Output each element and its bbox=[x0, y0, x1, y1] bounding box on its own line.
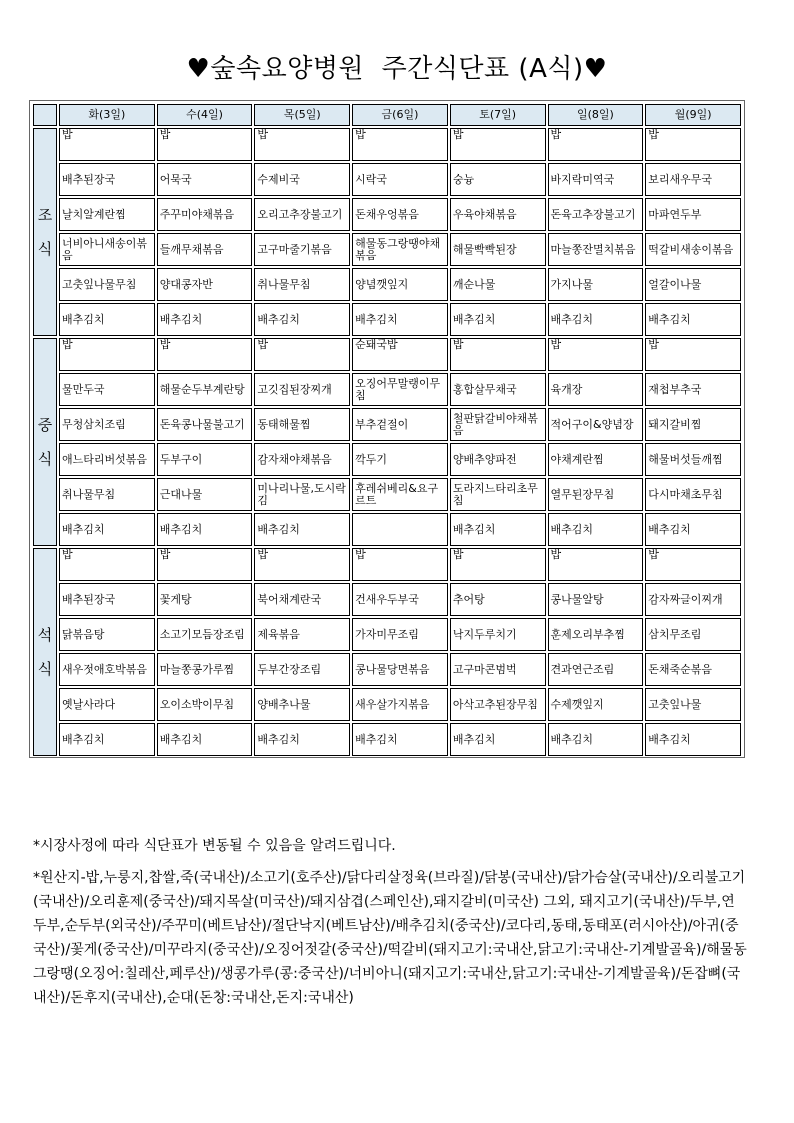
menu-item: 순돼국밥 bbox=[352, 338, 448, 371]
menu-item: 소고기모듬장조림 bbox=[157, 618, 253, 651]
menu-item: 육개장 bbox=[548, 373, 644, 406]
menu-row bbox=[33, 303, 741, 336]
menu-item: 고춧잎나물 bbox=[645, 688, 741, 721]
menu-item: 우육야채볶음 bbox=[450, 198, 546, 231]
menu-item: 밥 bbox=[450, 338, 546, 371]
menu-item: 들깨무채볶음 bbox=[157, 233, 253, 266]
day-header: 일(8일) bbox=[548, 104, 644, 126]
menu-item: 배추김치 bbox=[157, 513, 253, 546]
menu-item: 배추김치 bbox=[157, 723, 253, 756]
menu-item: 밥 bbox=[59, 338, 155, 371]
menu-item: 훈제오리부추찜 bbox=[548, 618, 644, 651]
menu-item: 바지락미역국 bbox=[548, 163, 644, 196]
menu-row bbox=[33, 478, 741, 511]
menu-item: 밥 bbox=[548, 338, 644, 371]
menu-item: 수제비국 bbox=[254, 163, 350, 196]
menu-row bbox=[33, 198, 741, 231]
menu-item: 마늘쫑콩가루찜 bbox=[157, 653, 253, 686]
menu-item: 새우살가지볶음 bbox=[352, 688, 448, 721]
meal-label-text: 석식 bbox=[37, 626, 53, 678]
menu-item: 떡갈비새송이볶음 bbox=[645, 233, 741, 266]
menu-item: 밥 bbox=[59, 128, 155, 161]
menu-item: 양대콩자반 bbox=[157, 268, 253, 301]
menu-item: 배추김치 bbox=[352, 723, 448, 756]
menu-item: 배추김치 bbox=[254, 303, 350, 336]
day-header: 수(4일) bbox=[157, 104, 253, 126]
menu-item: 배추김치 bbox=[59, 513, 155, 546]
menu-row bbox=[33, 548, 741, 581]
menu-item: 야채계란찜 bbox=[548, 443, 644, 476]
menu-item: 밥 bbox=[645, 338, 741, 371]
menu-item: 다시마채초무침 bbox=[645, 478, 741, 511]
meal-label-text: 조식 bbox=[37, 206, 53, 258]
meal-label-text: 중식 bbox=[37, 416, 53, 468]
menu-item: 배추김치 bbox=[157, 303, 253, 336]
menu-item: 밥 bbox=[548, 548, 644, 581]
menu-item: 건새우두부국 bbox=[352, 583, 448, 616]
menu-item: 감자채야채볶음 bbox=[254, 443, 350, 476]
menu-row bbox=[33, 688, 741, 721]
menu-item: 옛날사라다 bbox=[59, 688, 155, 721]
menu-item: 재첩부추국 bbox=[645, 373, 741, 406]
menu-item: 무청삼치조림 bbox=[59, 408, 155, 441]
menu-row bbox=[33, 653, 741, 686]
day-header: 화(3일) bbox=[59, 104, 155, 126]
notice-text: *시장사정에 따라 식단표가 변동될 수 있음을 알려드립니다. bbox=[33, 838, 396, 854]
menu-item: 삼치무조림 bbox=[645, 618, 741, 651]
menu-item: 양념깻잎지 bbox=[352, 268, 448, 301]
menu-row bbox=[33, 163, 741, 196]
day-header: 금(6일) bbox=[352, 104, 448, 126]
menu-item: 고춧잎나물무침 bbox=[59, 268, 155, 301]
menu-item: 밥 bbox=[548, 128, 644, 161]
menu-item: 배추김치 bbox=[645, 303, 741, 336]
menu-item: 밥 bbox=[450, 128, 546, 161]
menu-item: 날치알계란찜 bbox=[59, 198, 155, 231]
menu-item: 애느타리버섯볶음 bbox=[59, 443, 155, 476]
menu-item: 밥 bbox=[254, 338, 350, 371]
menu-item: 돈육고추장불고기 bbox=[548, 198, 644, 231]
menu-item: 배추김치 bbox=[59, 303, 155, 336]
menu-item: 마늘쫑잔멸치볶음 bbox=[548, 233, 644, 266]
menu-item: 배추된장국 bbox=[59, 583, 155, 616]
menu-item: 아삭고추된장무침 bbox=[450, 688, 546, 721]
menu-item bbox=[352, 513, 448, 546]
menu-row bbox=[33, 128, 741, 161]
menu-item: 오징어무말랭이무침 bbox=[352, 373, 448, 406]
menu-item: 취나물무침 bbox=[254, 268, 350, 301]
menu-item: 마파연두부 bbox=[645, 198, 741, 231]
menu-item: 제육볶음 bbox=[254, 618, 350, 651]
menu-item: 두부간장조림 bbox=[254, 653, 350, 686]
menu-item: 배추김치 bbox=[548, 303, 644, 336]
menu-item: 돈채우엉볶음 bbox=[352, 198, 448, 231]
menu-item: 홍합살무채국 bbox=[450, 373, 546, 406]
menu-item: 고깃집된장찌개 bbox=[254, 373, 350, 406]
menu-item: 돼지갈비찜 bbox=[645, 408, 741, 441]
menu-row bbox=[33, 618, 741, 651]
menu-body bbox=[33, 128, 741, 756]
weekly-menu-table bbox=[29, 100, 745, 758]
menu-item: 콩나물알탕 bbox=[548, 583, 644, 616]
menu-item: 깍두기 bbox=[352, 443, 448, 476]
menu-item: 북어채계란국 bbox=[254, 583, 350, 616]
menu-item: 돈육콩나물불고기 bbox=[157, 408, 253, 441]
menu-row bbox=[33, 373, 741, 406]
menu-item: 추어탕 bbox=[450, 583, 546, 616]
menu-item: 해물빡빡된장 bbox=[450, 233, 546, 266]
menu-item: 밥 bbox=[59, 548, 155, 581]
menu-row bbox=[33, 443, 741, 476]
day-header: 월(9일) bbox=[645, 104, 741, 126]
menu-item: 어묵국 bbox=[157, 163, 253, 196]
menu-item: 밥 bbox=[157, 548, 253, 581]
menu-item: 배추된장국 bbox=[59, 163, 155, 196]
menu-item: 배추김치 bbox=[59, 723, 155, 756]
menu-item: 도라지느타리초무침 bbox=[450, 478, 546, 511]
menu-item: 배추김치 bbox=[548, 723, 644, 756]
menu-item: 후레쉬베리&요구르트 bbox=[352, 478, 448, 511]
menu-item: 가자미무조림 bbox=[352, 618, 448, 651]
menu-item: 닭볶음탕 bbox=[59, 618, 155, 651]
menu-item: 밥 bbox=[254, 128, 350, 161]
menu-item: 얼갈이나물 bbox=[645, 268, 741, 301]
menu-item: 배추김치 bbox=[450, 513, 546, 546]
menu-item: 배추김치 bbox=[450, 723, 546, 756]
menu-item: 오이소박이무침 bbox=[157, 688, 253, 721]
menu-item: 배추김치 bbox=[352, 303, 448, 336]
menu-item: 견과연근조림 bbox=[548, 653, 644, 686]
menu-row bbox=[33, 408, 741, 441]
menu-item: 배추김치 bbox=[645, 513, 741, 546]
menu-item: 낙지두루치기 bbox=[450, 618, 546, 651]
menu-item: 숭늉 bbox=[450, 163, 546, 196]
menu-item: 양배추나물 bbox=[254, 688, 350, 721]
menu-item: 고구마콘범벅 bbox=[450, 653, 546, 686]
meal-label bbox=[33, 128, 57, 336]
notes-section bbox=[33, 834, 748, 1018]
menu-row bbox=[33, 268, 741, 301]
menu-item: 주꾸미야채볶음 bbox=[157, 198, 253, 231]
menu-item: 오리고추장불고기 bbox=[254, 198, 350, 231]
menu-item: 수제깻잎지 bbox=[548, 688, 644, 721]
menu-item: 밥 bbox=[157, 338, 253, 371]
menu-item: 해물순두부계란탕 bbox=[157, 373, 253, 406]
menu-item: 가지나물 bbox=[548, 268, 644, 301]
origin-text: *원산지-밥,누룽지,찹쌀,죽(국내산)/소고기(호주산)/닭다리살정육(브라질)/닭봉(국내산)/닭가슴살(국내산)/오리불고기(국내산)/오리훈제(중국산)/돼지목살(미국산)/돼지삼겹(스페인산),돼지갈비(미국산) 그외, 돼지고기(국내산)/두부,연두부,순두부(외국산)/주꾸미(베트남산)/절단낙지(베트남산)/배추김치(중국산)/코다리,동태,동태포(러시아산)/아귀(중국산)/꽃게(중국산)/미꾸라지(중국산)/오징어젓갈(중국산)/떡갈비(돼지고기:국내산,닭고기:국내산-기계발골육)/해물동그랑땡(오징어:칠레산,페루산)/생콩가루(콩:중국산)/너비아니(돼지고기:국내산,닭고기:국내산-기계발골육)/돈잡뼈(국내산)/돈후지(국내산),순대(돈창:국내산,돈지:국내산) bbox=[33, 870, 747, 1006]
menu-item: 밥 bbox=[352, 548, 448, 581]
menu-item: 배추김치 bbox=[254, 513, 350, 546]
menu-item: 꽃게탕 bbox=[157, 583, 253, 616]
menu-item: 밥 bbox=[645, 548, 741, 581]
menu-row bbox=[33, 583, 741, 616]
menu-item: 시락국 bbox=[352, 163, 448, 196]
menu-item: 고구마줄기볶음 bbox=[254, 233, 350, 266]
menu-item: 해물버섯들깨찜 bbox=[645, 443, 741, 476]
menu-item: 열무된장무침 bbox=[548, 478, 644, 511]
menu-row bbox=[33, 513, 741, 546]
menu-item: 부추겉절이 bbox=[352, 408, 448, 441]
menu-item: 적어구이&양념장 bbox=[548, 408, 644, 441]
menu-row bbox=[33, 233, 741, 266]
menu-item: 보리새우무국 bbox=[645, 163, 741, 196]
menu-item: 감자짜글이찌개 bbox=[645, 583, 741, 616]
meal-label bbox=[33, 548, 57, 756]
menu-item: 밥 bbox=[254, 548, 350, 581]
menu-item: 동태해물찜 bbox=[254, 408, 350, 441]
day-header-row bbox=[33, 104, 741, 126]
menu-item: 돈채죽순볶음 bbox=[645, 653, 741, 686]
menu-row bbox=[33, 338, 741, 371]
menu-item: 밥 bbox=[352, 128, 448, 161]
menu-item: 미나리나물,도시락김 bbox=[254, 478, 350, 511]
day-header: 목(5일) bbox=[254, 104, 350, 126]
day-header: 토(7일) bbox=[450, 104, 546, 126]
menu-item: 밥 bbox=[450, 548, 546, 581]
menu-item: 해물동그랑땡야채볶음 bbox=[352, 233, 448, 266]
menu-item: 배추김치 bbox=[254, 723, 350, 756]
menu-item: 물만두국 bbox=[59, 373, 155, 406]
menu-item: 배추김치 bbox=[450, 303, 546, 336]
menu-item: 너비아니새송이볶음 bbox=[59, 233, 155, 266]
menu-item: 배추김치 bbox=[548, 513, 644, 546]
menu-item: 배추김치 bbox=[645, 723, 741, 756]
menu-item: 깨순나물 bbox=[450, 268, 546, 301]
menu-item: 새우젓애호박볶음 bbox=[59, 653, 155, 686]
menu-item: 양배추양파전 bbox=[450, 443, 546, 476]
corner-cell bbox=[33, 104, 57, 126]
page-title: ♥숲속요양병원 주간식단표 (A식)♥ bbox=[186, 54, 608, 84]
menu-item: 콩나물당면볶음 bbox=[352, 653, 448, 686]
menu-item: 두부구이 bbox=[157, 443, 253, 476]
menu-item: 밥 bbox=[157, 128, 253, 161]
menu-item: 철판닭갈비야채볶음 bbox=[450, 408, 546, 441]
menu-row bbox=[33, 723, 741, 756]
menu-item: 취나물무침 bbox=[59, 478, 155, 511]
menu-item: 밥 bbox=[645, 128, 741, 161]
menu-item: 근대나물 bbox=[157, 478, 253, 511]
meal-label bbox=[33, 338, 57, 546]
